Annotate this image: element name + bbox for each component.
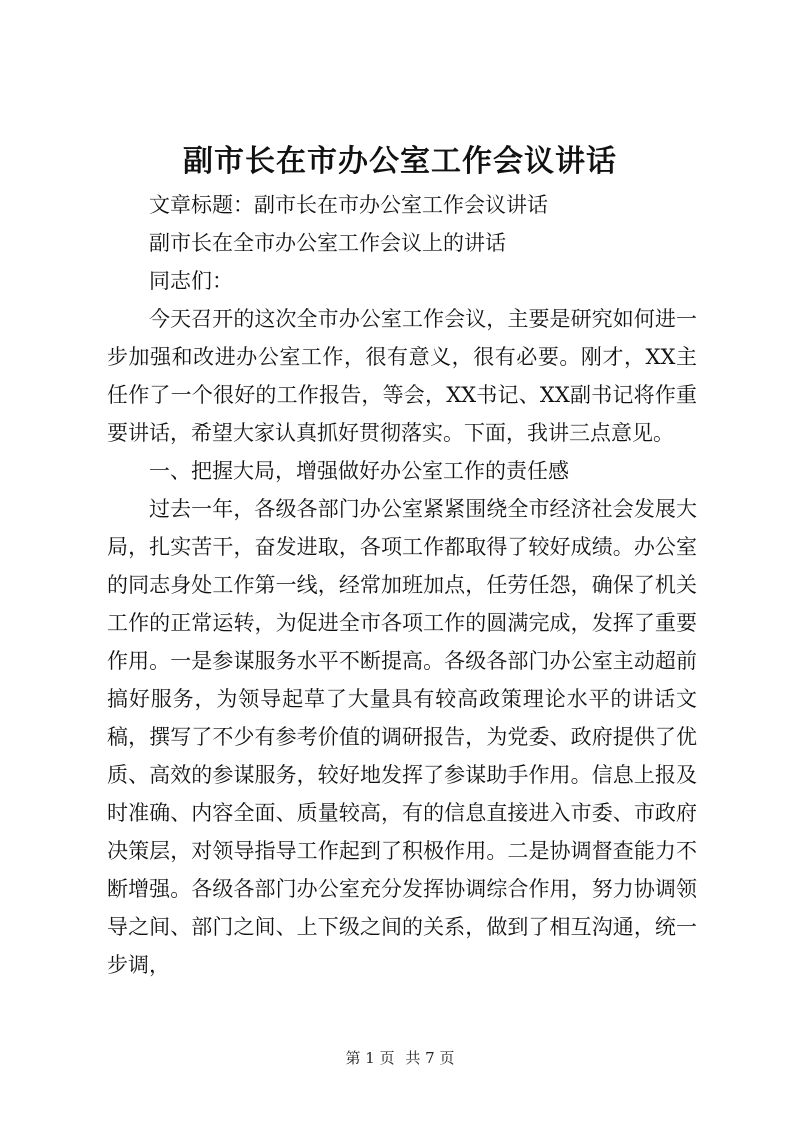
- paragraph-speech-title: 副市长在全市办公室工作会议上的讲话: [149, 231, 506, 255]
- paragraph-review: 过去一年，各级各部门办公室紧紧围绕全市经济社会发展大局，扎实苦干，奋发进取，各项工作都取得了较好成绩。办公室的同志身处工作第一线，经常加班加点，任劳任怨，确保了机关工作的正常运转，为促进全市各项工作的圆满完成，发挥了重要作用。一是参谋服务水平不断提高。各级各部门办公室主动超前搞好服务，为领导起草了大量具有较高政策理论水平的讲话文稿，撰写了不少有参考价值的调研报告，为党委、政府提供了优质、高效的参谋服务，较好地发挥了参谋助手作用。信息上报及时准确、内容全面、质量较高，有的信息直接进入市委、市政府决策层，对领导指导工作起到了积极作用。二是协调督查能力不断增强。各级各部门办公室充分发挥协调综合作用，努力协调领导之间、部门之间、上下级之间的关系，做到了相互沟通，统一步调，: [107, 497, 697, 977]
- paragraph-salutation: 同志们：: [149, 269, 233, 293]
- page-total: 共 7 页: [405, 1049, 455, 1067]
- paragraph-article-title: 文章标题：副市长在市办公室工作会议讲话: [149, 193, 548, 217]
- document-body: [107, 186, 697, 984]
- page-footer: [0, 1047, 800, 1069]
- paragraph-opening: 今天召开的这次全市办公室工作会议，主要是研究如何进一步加强和改进办公室工作，很有意义，很有必要。刚才，XX主任作了一个很好的工作报告，等会，XX书记、XX副书记将作重要讲话，希望大家认真抓好贯彻落实。下面，我讲三点意见。: [107, 307, 697, 445]
- section-heading-1: 一、把握大局，增强做好办公室工作的责任感: [149, 459, 569, 483]
- document-title: 副市长在市办公室工作会议讲话: [183, 144, 617, 179]
- page-number: 第 1 页: [345, 1049, 395, 1067]
